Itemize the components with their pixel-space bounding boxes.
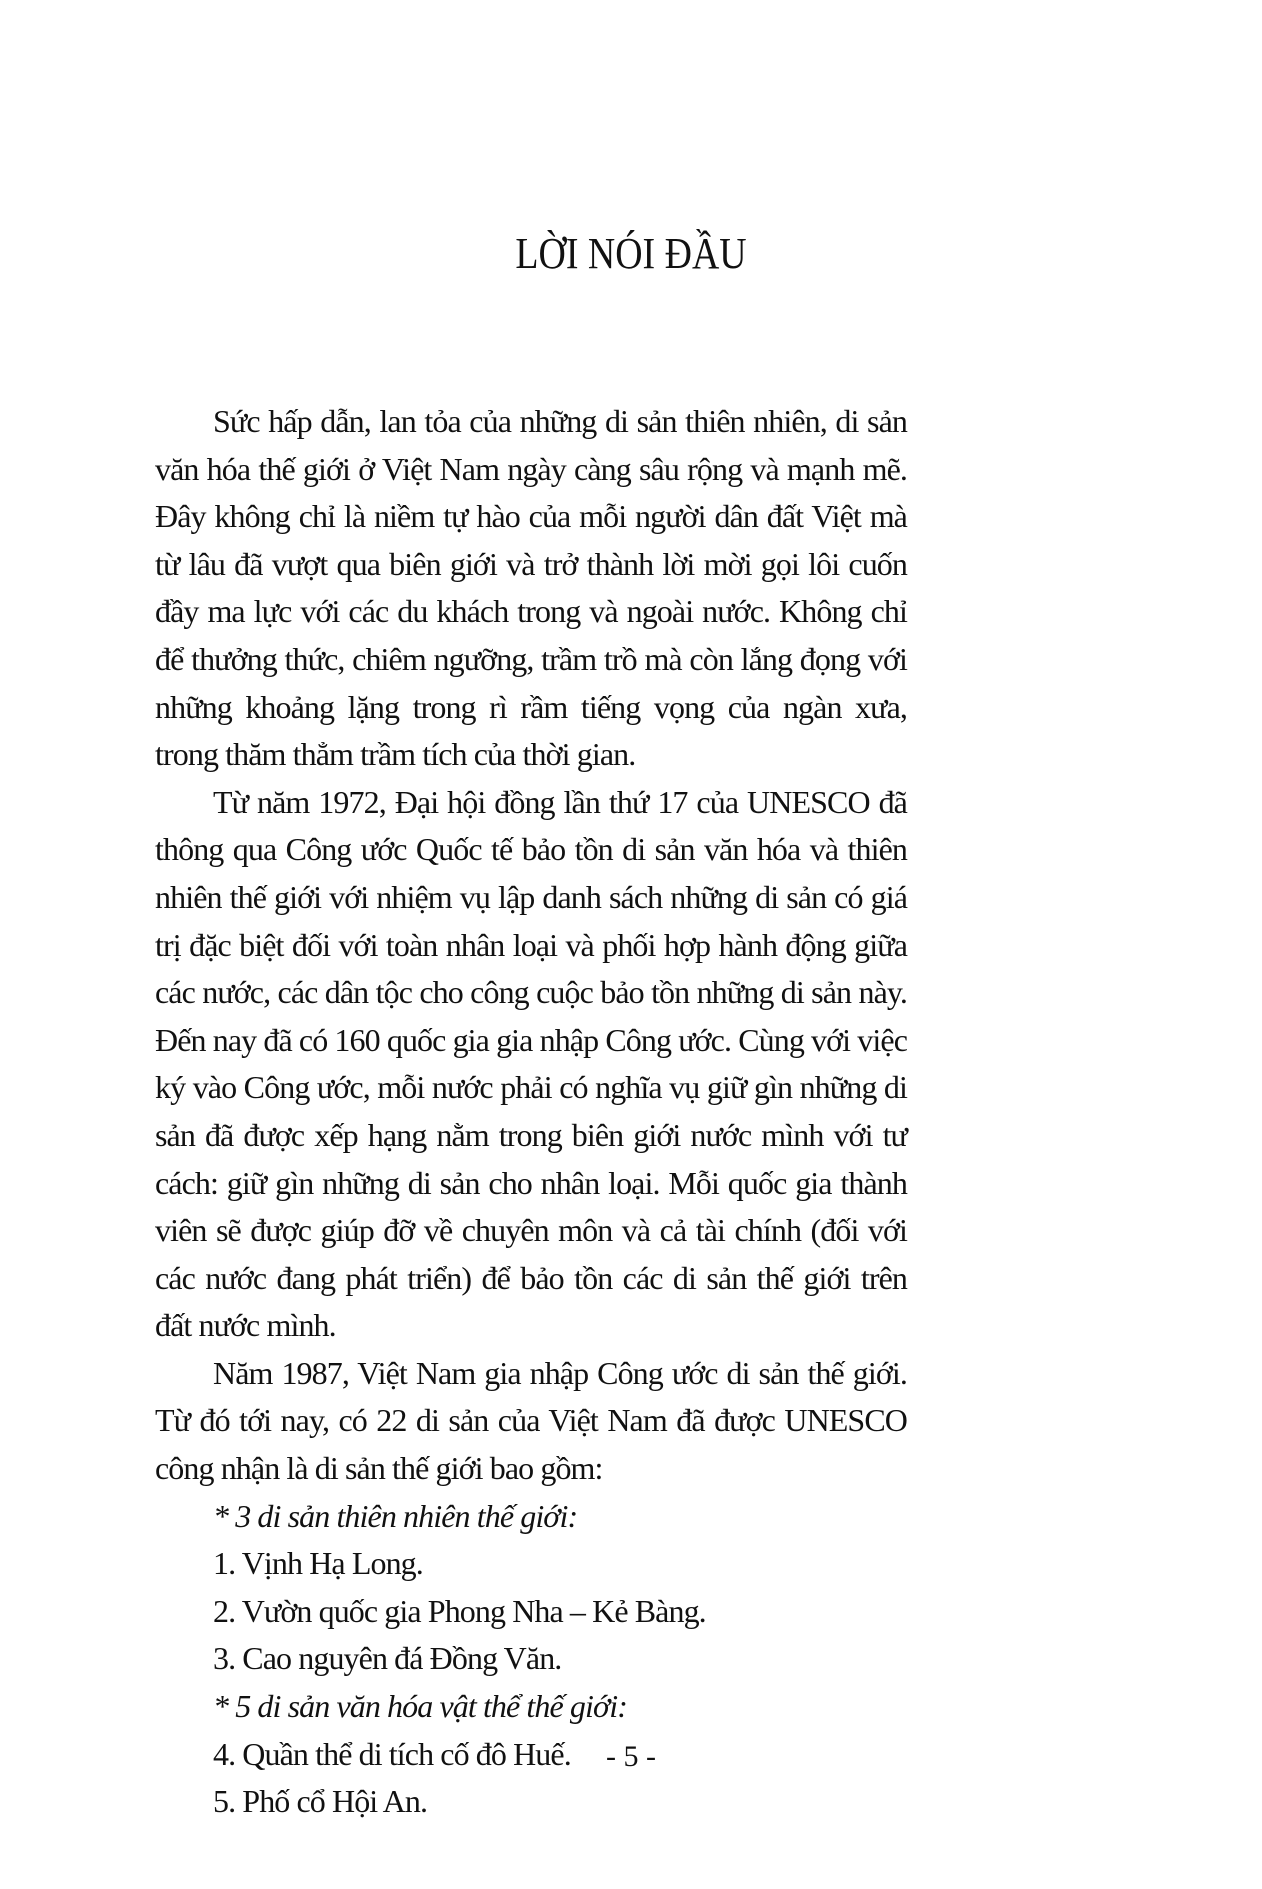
document-body — [155, 398, 907, 1826]
paragraph-vietnam-join: Năm 1987, Việt Nam gia nhập Công ước di sản thế giới. Từ đó tới nay, có 22 di sản của Việt Nam đã được UNESCO công nhận là di sản thế giới bao gồm: — [155, 1354, 907, 1487]
page-number: - 5 - — [606, 1740, 656, 1773]
section-heading: * 5 di sản văn hóa vật thể thế giới: — [213, 1688, 627, 1725]
page-title: LỜI NÓI ĐẦU — [515, 229, 747, 278]
list-item: 1. Vịnh Hạ Long. — [213, 1545, 423, 1582]
list-item: 2. Vườn quốc gia Phong Nha – Kẻ Bàng. — [213, 1592, 706, 1629]
paragraph-unesco-convention: Từ năm 1972, Đại hội đồng lần thứ 17 của UNESCO đã thông qua Công ước Quốc tế bảo tồn di sản văn hóa và thiên nhiên thế giới với nhiệm vụ lập danh sách những di sản có giá trị đặc biệt đối với toàn nhân loại và phối hợp hành động giữa các nước, các dân tộc cho công cuộc bảo tồn những di sản này. Đến nay đã có 160 quốc gia gia nhập Công ước. Cùng với việc ký vào Công ước, mỗi nước phải có nghĩa vụ giữ gìn những di sản đã được xếp hạng nằm trong biên giới nước mình với tư cách: giữ gìn những di sản cho nhân loại. Mỗi quốc gia thành viên sẽ được giúp đỡ về chuyên môn và cả tài chính (đối với các nước đang phát triển) để bảo tồn các di sản thế giới trên đất nước mình. — [155, 783, 907, 1344]
section-natural-heritage — [155, 1493, 907, 1683]
list-item: 3. Cao nguyên đá Đồng Văn. — [213, 1640, 562, 1677]
paragraph-intro: Sức hấp dẫn, lan tỏa của những di sản thiên nhiên, di sản văn hóa thế giới ở Việt Nam ngày càng sâu rộng và mạnh mẽ. Đây không chỉ là niềm tự hào của mỗi người dân đất Việt mà từ lâu đã vượt qua biên giới và trở thành lời mời gọi lôi cuốn đầy ma lực với các du khách trong và ngoài nước. Không chỉ để thưởng thức, chiêm ngưỡng, trầm trồ mà còn lắng đọng với những khoảng lặng trong rì rầm tiếng vọng của ngàn xưa, trong thăm thẳm trầm tích của thời gian. — [155, 403, 907, 773]
section-heading: * 3 di sản thiên nhiên thế giới: — [213, 1497, 578, 1534]
list-item: 4. Quần thể di tích cố đô Huế. — [213, 1735, 571, 1772]
list-item: 5. Phố cổ Hội An. — [213, 1783, 428, 1820]
